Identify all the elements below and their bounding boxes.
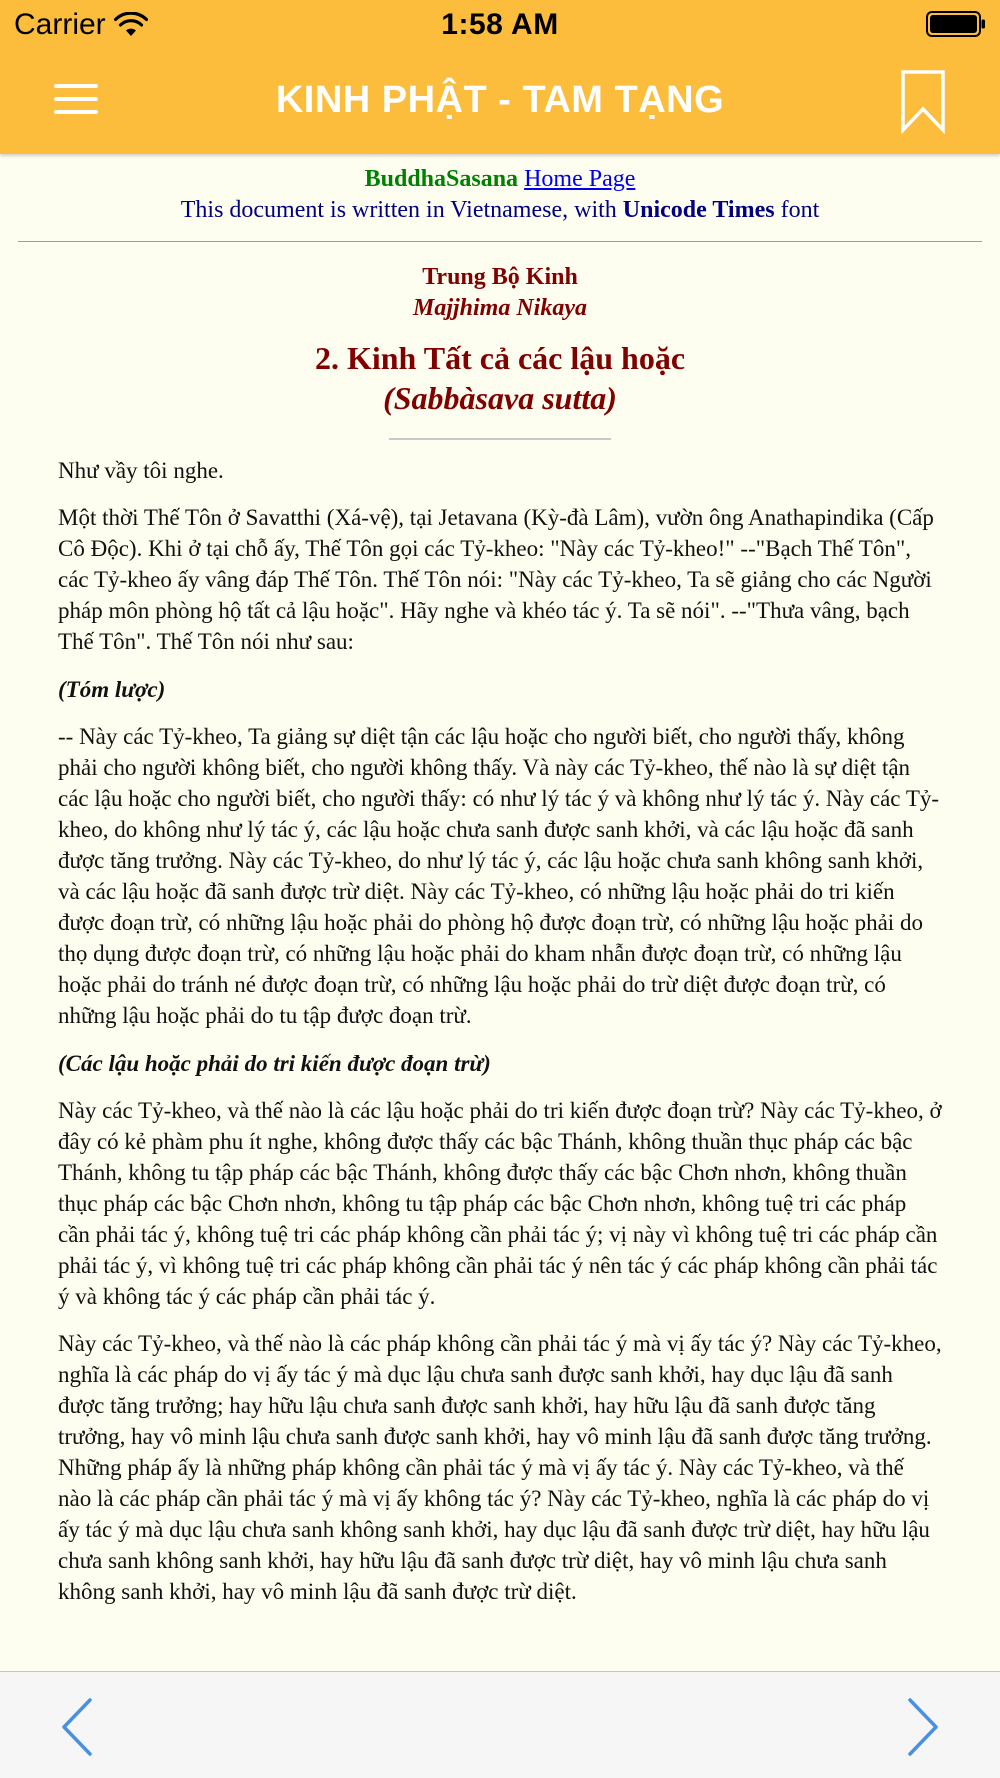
nav-title: KINH PHẬT - TAM TẠNG (275, 79, 725, 121)
battery-icon (926, 11, 986, 37)
document-content[interactable] (0, 154, 1000, 1671)
bookmark-icon[interactable] (896, 68, 950, 134)
status-time: 1:58 AM (441, 8, 559, 41)
paragraph: Một thời Thế Tôn ở Savatthi (Xá-vệ), tại Jetavana (Kỳ-đà Lâm), vườn ông Anathapindika (Cấp Cô Độc). Khi ở tại chỗ ấy, Thế Tôn gọi các Tỷ-kheo: "Này các Tỷ-kheo!" --"Bạch Thế Tôn", các Tỷ-kheo ấy vâng đáp Thế Tôn. Thế Tôn nói: "Này các Tỷ-kheo, Ta sẽ giảng cho các Người pháp môn phòng hộ tất cả lậu hoặc". Hãy nghe và khéo tác ý. Ta sẽ nói". --"Thưa vâng, bạch Thế Tôn". Thế Tôn nói như sau: (58, 505, 934, 654)
bottom-toolbar (0, 1671, 1000, 1778)
font-notice (0, 195, 1000, 226)
sutra-pali-title: (Sabbàsava sutta) (383, 380, 617, 416)
sutra-heading (0, 262, 1000, 418)
chevron-right-icon[interactable] (900, 1696, 944, 1758)
site-line (0, 164, 1000, 195)
title-divider (389, 438, 611, 440)
top-bar (0, 0, 1000, 154)
sutra-title: 2. Kinh Tất cả các lậu hoặc (314, 340, 686, 376)
site-name: BuddhaSasana (364, 166, 519, 192)
section-heading-summary: (Tóm lược) (58, 677, 166, 702)
sutra-body (0, 455, 1000, 1607)
font-notice-suffix: font (774, 197, 820, 223)
header-divider (18, 241, 982, 242)
status-bar (0, 0, 1000, 50)
carrier-label: Carrier (14, 8, 106, 41)
paragraph: Này các Tỷ-kheo, và thế nào là các pháp không cần phải tác ý mà vị ấy tác ý? Này các Tỷ-kheo, nghĩa là các pháp do vị ấy tác ý mà dục lậu chưa sanh được sanh khởi, hay dục lậu đã sanh được tăng trưởng; hay hữu lậu chưa sanh được sanh khởi, hay hữu lậu đã sanh được tăng trưởng, hay vô minh lậu chưa sanh được sanh khởi, hay vô minh lậu đã sanh được tăng trưởng. Những pháp ấy là những pháp không cần phải tác ý mà vị ấy tác ý. Này các Tỷ-kheo, và thế nào là các pháp cần phải tác ý mà vị ấy không tác ý? Này các Tỷ-kheo, nghĩa là các pháp do vị ấy tác ý mà dục lậu chưa sanh không sanh khởi, hay dục lậu đã sanh được trừ diệt, hay hữu lậu chưa sanh không sanh khởi, hay hữu lậu đã sanh được trừ diệt, hay vô minh lậu chưa sanh không sanh khởi, hay vô minh lậu đã sanh được trừ diệt. (58, 1331, 942, 1604)
paragraph-intro: Như vầy tôi nghe. (58, 458, 224, 483)
navigation-bar (0, 50, 1000, 154)
document-header (0, 154, 1000, 226)
collection-name: Trung Bộ Kinh (422, 264, 578, 290)
collection-pali-name: Majjhima Nikaya (412, 295, 587, 321)
hamburger-menu-icon[interactable] (48, 74, 108, 128)
font-notice-font: Unicode Times (622, 197, 775, 223)
home-page-link[interactable]: Home Page (524, 166, 636, 192)
paragraph: Này các Tỷ-kheo, và thế nào là các lậu hoặc phải do tri kiến được đoạn trừ? Này các Tỷ-kheo, ở đây có kẻ phàm phu ít nghe, không được thấy các bậc Thánh, không thuần thục pháp các bậc Thánh, không tu tập pháp các bậc Thánh, không được thấy các bậc Chơn nhơn, không thuần thục pháp các bậc Chơn nhơn, không tu tập pháp các bậc Chơn nhơn, không tuệ tri các pháp cần phải tác ý, không tuệ tri các pháp không cần phải tác ý; vị này vì không tuệ tri các pháp cần phải tác ý, vì không tuệ tri các pháp không cần phải tác ý nên tác ý các pháp không cần phải tác ý và không tác ý các pháp cần phải tác ý. (58, 1098, 942, 1309)
font-notice-prefix: This document is written in Vietnamese, with (180, 197, 623, 223)
chevron-left-icon[interactable] (56, 1696, 100, 1758)
paragraph: -- Này các Tỷ-kheo, Ta giảng sự diệt tận các lậu hoặc cho người biết, cho người thấy, không phải cho người không biết, cho người không thấy. Và này các Tỷ-kheo, thế nào là sự diệt tận các lậu hoặc cho người biết, cho người thấy: có như lý tác ý và không như lý tác ý. Này các Tỷ-kheo, do không như lý tác ý, các lậu hoặc chưa sanh được sanh khởi, và các lậu hoặc đã sanh được tăng trưởng. Này các Tỷ-kheo, do như lý tác ý, các lậu hoặc chưa sanh không sanh khởi, và các lậu hoặc đã sanh được trừ diệt. Này các Tỷ-kheo, có những lậu hoặc phải do tri kiến được đoạn trừ, có những lậu hoặc phải do phòng hộ được đoạn trừ, có những lậu hoặc phải do thọ dụng được đoạn trừ, có những lậu hoặc phải do kham nhẫn được đoạn trừ, có những lậu hoặc phải do tránh né được đoạn trừ, có những lậu hoặc phải do trừ diệt được đoạn trừ, có những lậu hoặc phải do tu tập được đoạn trừ. (58, 724, 940, 1028)
section-heading-knowledge: (Các lậu hoặc phải do tri kiến được đoạn trừ) (58, 1051, 491, 1076)
